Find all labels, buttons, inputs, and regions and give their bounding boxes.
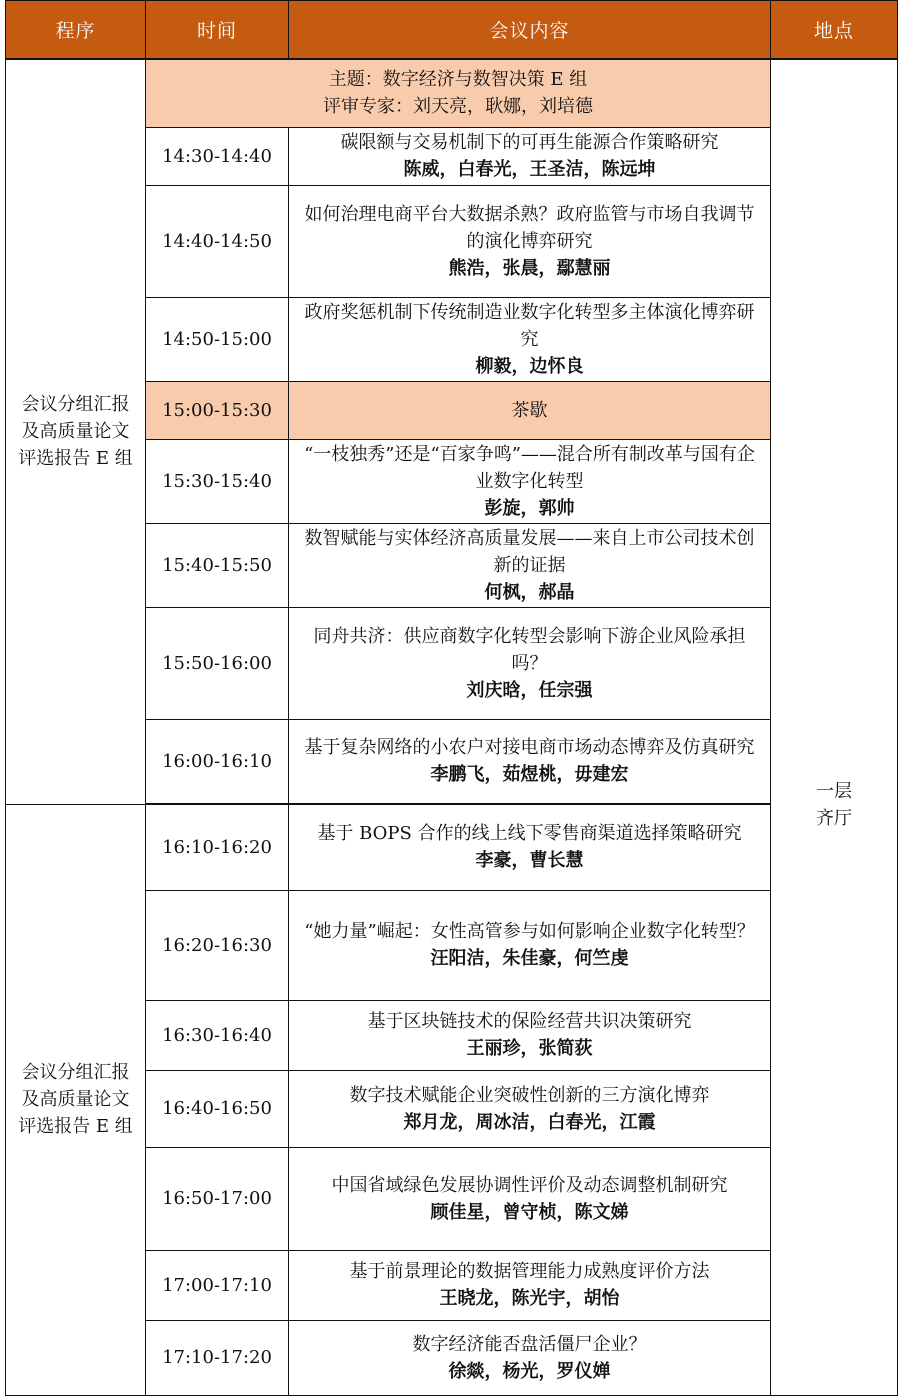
time-cell: 17:10-17:20 (146, 1320, 289, 1395)
content-cell (289, 439, 771, 523)
schedule-table (5, 0, 898, 1396)
content-cell (289, 127, 771, 185)
header-procedure: 程序 (6, 1, 146, 60)
session-theme: 主题：数字经济与数智决策 E 组 (328, 69, 588, 91)
paper-authors: 陈威，白春光，王圣洁，陈远坤 (403, 159, 656, 180)
paper-title: 同舟共济：供应商数字化转型会影响下游企业风险承担吗？ (313, 625, 746, 674)
paper-authors: 汪阳洁，朱佳豪，何竺虔 (430, 948, 629, 969)
session-header (146, 59, 771, 127)
paper-authors: 李豪，曹长慧 (475, 850, 584, 871)
content-cell (289, 1000, 771, 1070)
table-row (6, 59, 898, 127)
place-cell (771, 59, 898, 1396)
paper-authors: 郑月龙，周冰洁，白春光，江霞 (403, 1111, 656, 1133)
group-label: 会议分组汇报及高质量论文评选报告 E 组 (18, 1062, 133, 1138)
paper-title: 数智赋能与实体经济高质量发展——来自上市公司技术创新的证据 (304, 527, 755, 576)
time-cell: 14:50-15:00 (146, 297, 289, 381)
paper-title: 基于 BOPS 合作的线上线下零售商渠道选择策略研究 (317, 823, 742, 844)
break-time: 15:00-15:30 (146, 381, 289, 439)
group-cell (6, 804, 146, 1396)
paper-title: 基于前景理论的数据管理能力成熟度评价方法 (349, 1261, 710, 1282)
content-cell (289, 1320, 771, 1395)
content-cell (289, 890, 771, 1000)
time-cell: 15:30-15:40 (146, 439, 289, 523)
paper-title: 基于区块链技术的保险经营共识决策研究 (367, 1011, 692, 1032)
paper-title: 如何治理电商平台大数据杀熟？政府监管与市场自我调节的演化博弈研究 (304, 203, 755, 252)
time-cell: 16:20-16:30 (146, 890, 289, 1000)
time-cell: 15:40-15:50 (146, 523, 289, 607)
paper-title: 碳限额与交易机制下的可再生能源合作策略研究 (340, 132, 719, 153)
paper-title: 政府奖惩机制下传统制造业数字化转型多主体演化博弈研究 (304, 301, 755, 350)
paper-authors: 王晓龙，陈光宇，胡怡 (439, 1288, 620, 1309)
paper-title: 数字技术赋能企业突破性创新的三方演化博弈 (349, 1084, 710, 1106)
paper-authors: 何枫，郝晶 (484, 581, 575, 603)
paper-authors: 熊浩，张晨，鄢慧丽 (448, 257, 611, 279)
paper-authors: 刘庆晗，任宗强 (466, 679, 593, 701)
time-cell: 16:10-16:20 (146, 804, 289, 890)
paper-authors: 顾佳星，曾守桢，陈文娣 (430, 1201, 629, 1223)
session-experts: 评审专家：刘天亮，耿娜，刘培德 (323, 96, 593, 118)
content-cell (289, 297, 771, 381)
group-label: 会议分组汇报及高质量论文评选报告 E 组 (18, 394, 133, 470)
time-cell: 16:30-16:40 (146, 1000, 289, 1070)
place-line-2: 齐厅 (816, 808, 852, 829)
time-cell: 16:40-16:50 (146, 1070, 289, 1147)
time-cell: 14:30-14:40 (146, 127, 289, 185)
group-cell (6, 59, 146, 804)
paper-title: “一枝独秀”还是“百家争鸣”——混合所有制改革与国有企业数字化转型 (304, 443, 755, 492)
content-cell (289, 1070, 771, 1147)
content-cell (289, 607, 771, 719)
paper-title: 中国省域绿色发展协调性评价及动态调整机制研究 (331, 1174, 728, 1196)
break-label: 茶歇 (289, 381, 771, 439)
content-cell (289, 719, 771, 803)
time-cell: 14:40-14:50 (146, 185, 289, 297)
content-cell (289, 523, 771, 607)
time-cell: 15:50-16:00 (146, 607, 289, 719)
paper-authors: 徐燚，杨光，罗仪婵 (448, 1360, 611, 1382)
header-content: 会议内容 (289, 1, 771, 60)
header-row (6, 1, 898, 60)
paper-authors: 李鹏飞，茹煜桃，毋建宏 (430, 764, 629, 785)
paper-title: “她力量”崛起：女性高管参与如何影响企业数字化转型？ (304, 921, 755, 942)
place-line-1: 一层 (816, 781, 852, 802)
paper-authors: 王丽珍，张简荻 (466, 1038, 593, 1059)
time-cell: 17:00-17:10 (146, 1250, 289, 1320)
time-cell: 16:00-16:10 (146, 719, 289, 803)
paper-title: 基于复杂网络的小农户对接电商市场动态博弈及仿真研究 (304, 737, 755, 758)
paper-authors: 柳毅，边怀良 (475, 355, 584, 377)
paper-authors: 彭旋，郭帅 (484, 497, 575, 519)
content-cell (289, 1250, 771, 1320)
paper-title: 数字经济能否盘活僵尸企业？ (412, 1333, 647, 1355)
header-time: 时间 (146, 1, 289, 60)
time-cell: 16:50-17:00 (146, 1147, 289, 1250)
content-cell (289, 185, 771, 297)
content-cell (289, 1147, 771, 1250)
header-place: 地点 (771, 1, 898, 60)
table-row (6, 804, 898, 890)
content-cell (289, 804, 771, 890)
